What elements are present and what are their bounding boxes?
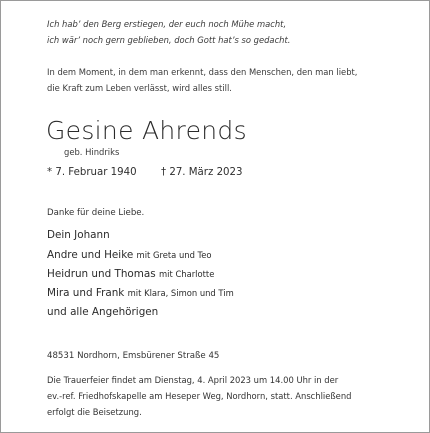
family-main: Andre und Heike [47,249,134,261]
family-with: mit Greta und Teo [136,250,212,260]
funeral-line-1: Die Trauerfeier findet am Dienstag, 4. April 2023 um 14.00 Uhr in der [47,375,339,385]
born-name: geb. Hindriks [64,147,120,157]
family-with: mit Klara, Simon und Tim [127,288,234,298]
intro-line-1: In dem Moment, in dem man erkennt, dass den Menschen, den man liebt, [47,67,358,77]
family-with: mit Charlotte [159,269,215,279]
family-line [47,230,110,240]
family-line [47,269,214,279]
birth-date: * 7. Februar 1940 [47,167,137,178]
funeral-line-2: ev.-ref. Friedhofskapelle am Heseper Weg, Nordhorn, statt. Anschließend [47,391,352,401]
family-line [47,307,158,317]
family-main: Dein Johann [47,229,110,241]
family-main: und alle Angehörigen [47,306,159,318]
thanks-line: Danke für deine Liebe. [47,208,145,218]
deceased-name: Gesine Ahrends [46,116,247,145]
family-line [47,288,234,298]
poem-line-2: ich wär’ noch gern geblieben, doch Gott hat’s so gedacht. [47,35,291,45]
funeral-line-3: erfolgt die Beisetzung. [47,407,142,417]
family-main: Heidrun und Thomas [47,268,156,280]
poem-line-1: Ich hab’ den Berg erstiegen, der euch noch Mühe macht, [47,19,287,29]
death-date: † 27. März 2023 [161,167,243,178]
intro-line-2: die Kraft zum Leben verlässt, wird alles still. [47,83,232,93]
address: 48531 Nordhorn, Emsbürener Straße 45 [47,351,220,361]
family-line [47,250,212,260]
family-main: Mira und Frank [47,287,125,299]
